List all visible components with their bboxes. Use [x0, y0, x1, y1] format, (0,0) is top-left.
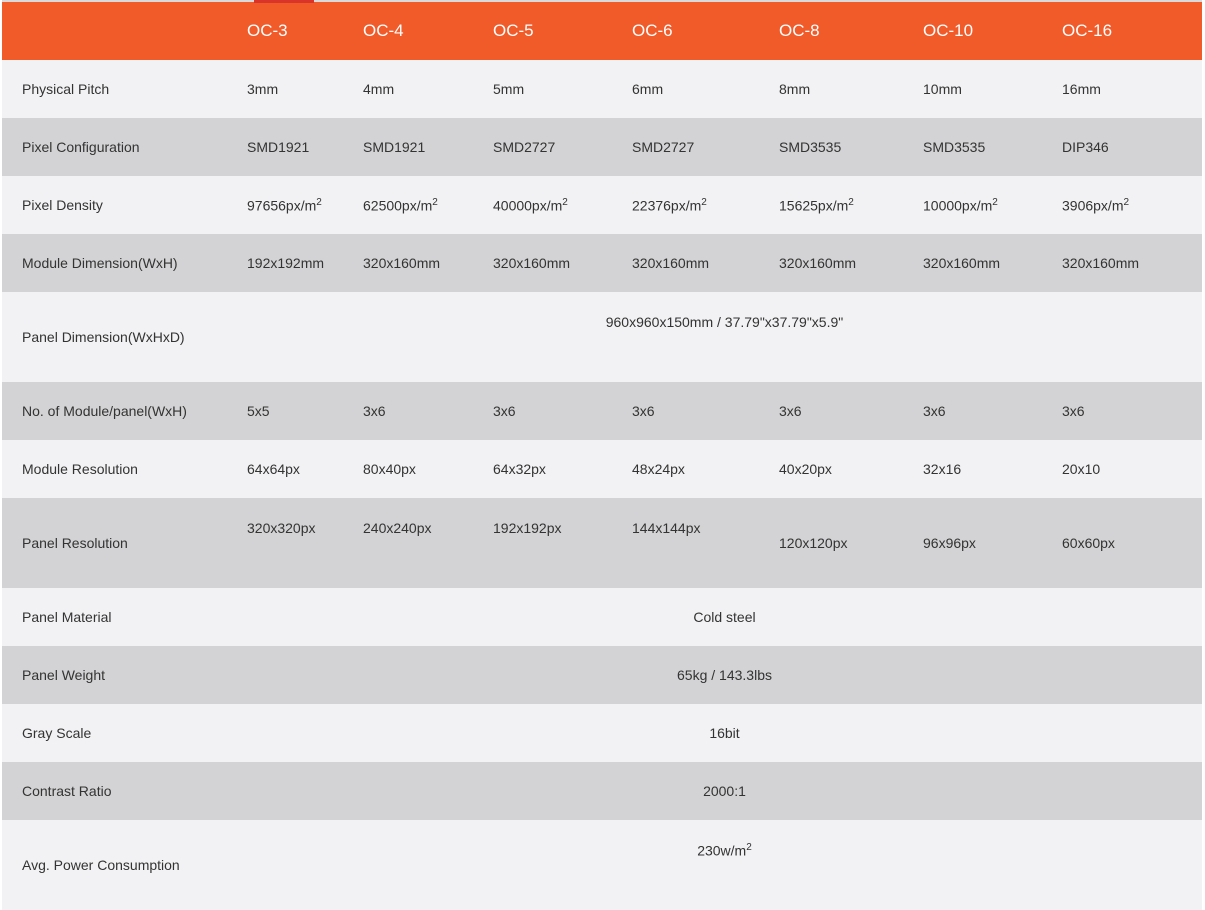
spec-value: 64x32px [493, 440, 632, 498]
row-panel-weight [2, 646, 1202, 704]
header-model: OC-5 [493, 2, 632, 60]
spec-value: SMD2727 [493, 118, 632, 176]
spec-value: 144x144px [632, 498, 779, 588]
spec-value [632, 176, 779, 234]
exponent: 2 [701, 196, 707, 208]
row-label: Pixel Density [2, 176, 247, 234]
exponent: 2 [562, 196, 568, 208]
spec-value: 8mm [779, 60, 923, 118]
row-pixel-density [2, 176, 1202, 234]
row-power-consumption [2, 820, 1202, 910]
spec-value: 320x160mm [363, 234, 493, 292]
header-empty-cell [2, 2, 247, 60]
row-label: Panel Dimension(WxHxD) [2, 292, 247, 382]
exponent: 2 [992, 196, 998, 208]
row-panel-resolution [2, 498, 1202, 588]
exponent: 2 [848, 196, 854, 208]
exponent: 2 [432, 196, 438, 208]
spec-value: SMD3535 [779, 118, 923, 176]
header-model: OC-16 [1062, 2, 1202, 60]
exponent: 2 [746, 842, 752, 853]
row-label: Avg. Power Consumption [2, 820, 247, 910]
spec-value: 3x6 [923, 382, 1062, 440]
spec-value: 5mm [493, 60, 632, 118]
spec-value: 3x6 [779, 382, 923, 440]
header-model: OC-3 [247, 2, 363, 60]
spec-value: 320x160mm [1062, 234, 1202, 292]
spec-value: 16mm [1062, 60, 1202, 118]
spec-value: 320x160mm [779, 234, 923, 292]
spec-value: 96x96px [923, 498, 1062, 588]
spec-value: 4mm [363, 60, 493, 118]
spec-value: 60x60px [1062, 498, 1202, 588]
row-modules-per-panel [2, 382, 1202, 440]
row-module-resolution [2, 440, 1202, 498]
spec-value: 3x6 [493, 382, 632, 440]
row-label: Physical Pitch [2, 60, 247, 118]
spec-value: 64x64px [247, 440, 363, 498]
spec-value: 120x120px [779, 498, 923, 588]
row-panel-material [2, 588, 1202, 646]
header-model: OC-4 [363, 2, 493, 60]
spec-value: 80x40px [363, 440, 493, 498]
row-pixel-configuration [2, 118, 1202, 176]
density-value: 62500px/m [363, 197, 433, 214]
spec-value: 32x16 [923, 440, 1062, 498]
spec-table [2, 2, 1202, 910]
row-contrast-ratio [2, 762, 1202, 820]
density-value: 40000px/m [493, 197, 563, 214]
density-value: 15625px/m [779, 197, 849, 214]
header-model: OC-10 [923, 2, 1062, 60]
spec-value: SMD1921 [247, 118, 363, 176]
row-physical-pitch [2, 60, 1202, 118]
spec-value: 192x192mm [247, 234, 363, 292]
spec-value: 10mm [923, 60, 1062, 118]
spec-value: 40x20px [779, 440, 923, 498]
spec-value [1062, 176, 1202, 234]
row-panel-dimension [2, 292, 1202, 382]
active-tab-indicator [254, 0, 314, 3]
spec-value: 320x320px [247, 498, 363, 588]
spec-value-spanning: 960x960x150mm / 37.79"x37.79"x5.9" [247, 292, 1202, 382]
density-value: 10000px/m [923, 197, 993, 214]
spec-value: 20x10 [1062, 440, 1202, 498]
spec-value-spanning: 2000:1 [247, 762, 1202, 820]
row-label: Panel Material [2, 588, 247, 646]
spec-value [247, 176, 363, 234]
spec-value: 6mm [632, 60, 779, 118]
power-value: 230w/m [697, 842, 747, 859]
spec-value: 320x160mm [923, 234, 1062, 292]
row-label: Module Resolution [2, 440, 247, 498]
header-model: OC-8 [779, 2, 923, 60]
spec-value-spanning: 16bit [247, 704, 1202, 762]
spec-value: 3x6 [1062, 382, 1202, 440]
row-label: No. of Module/panel(WxH) [2, 382, 247, 440]
row-label: Panel Weight [2, 646, 247, 704]
exponent: 2 [1123, 196, 1130, 208]
row-label: Contrast Ratio [2, 762, 247, 820]
spec-value: 240x240px [363, 498, 493, 588]
spec-value: SMD3535 [923, 118, 1062, 176]
row-label: Gray Scale [2, 704, 247, 762]
spec-value: 320x160mm [493, 234, 632, 292]
spec-value [493, 176, 632, 234]
exponent: 2 [316, 196, 322, 208]
row-gray-scale [2, 704, 1202, 762]
spec-value: 320x160mm [632, 234, 779, 292]
spec-value [779, 176, 923, 234]
row-module-dimension [2, 234, 1202, 292]
spec-value: DIP346 [1062, 118, 1202, 176]
spec-value: 192x192px [493, 498, 632, 588]
spec-value [363, 176, 493, 234]
spec-value: 3x6 [363, 382, 493, 440]
spec-table-frame [2, 0, 1202, 873]
spec-value: 48x24px [632, 440, 779, 498]
table-header-row [2, 2, 1202, 60]
spec-value: SMD2727 [632, 118, 779, 176]
spec-value: 5x5 [247, 382, 363, 440]
spec-value-spanning [247, 820, 1202, 910]
density-value: 3906px/m [1062, 197, 1124, 214]
header-model: OC-6 [632, 2, 779, 60]
row-label: Pixel Configuration [2, 118, 247, 176]
spec-value: 3mm [247, 60, 363, 118]
row-label: Module Dimension(WxH) [2, 234, 247, 292]
spec-value-spanning: 65kg / 143.3lbs [247, 646, 1202, 704]
spec-value: 3x6 [632, 382, 779, 440]
spec-value: SMD1921 [363, 118, 493, 176]
row-label: Panel Resolution [2, 498, 247, 588]
spec-value [923, 176, 1062, 234]
density-value: 22376px/m [632, 197, 702, 214]
density-value: 97656px/m [247, 197, 317, 214]
spec-value-spanning: Cold steel [247, 588, 1202, 646]
